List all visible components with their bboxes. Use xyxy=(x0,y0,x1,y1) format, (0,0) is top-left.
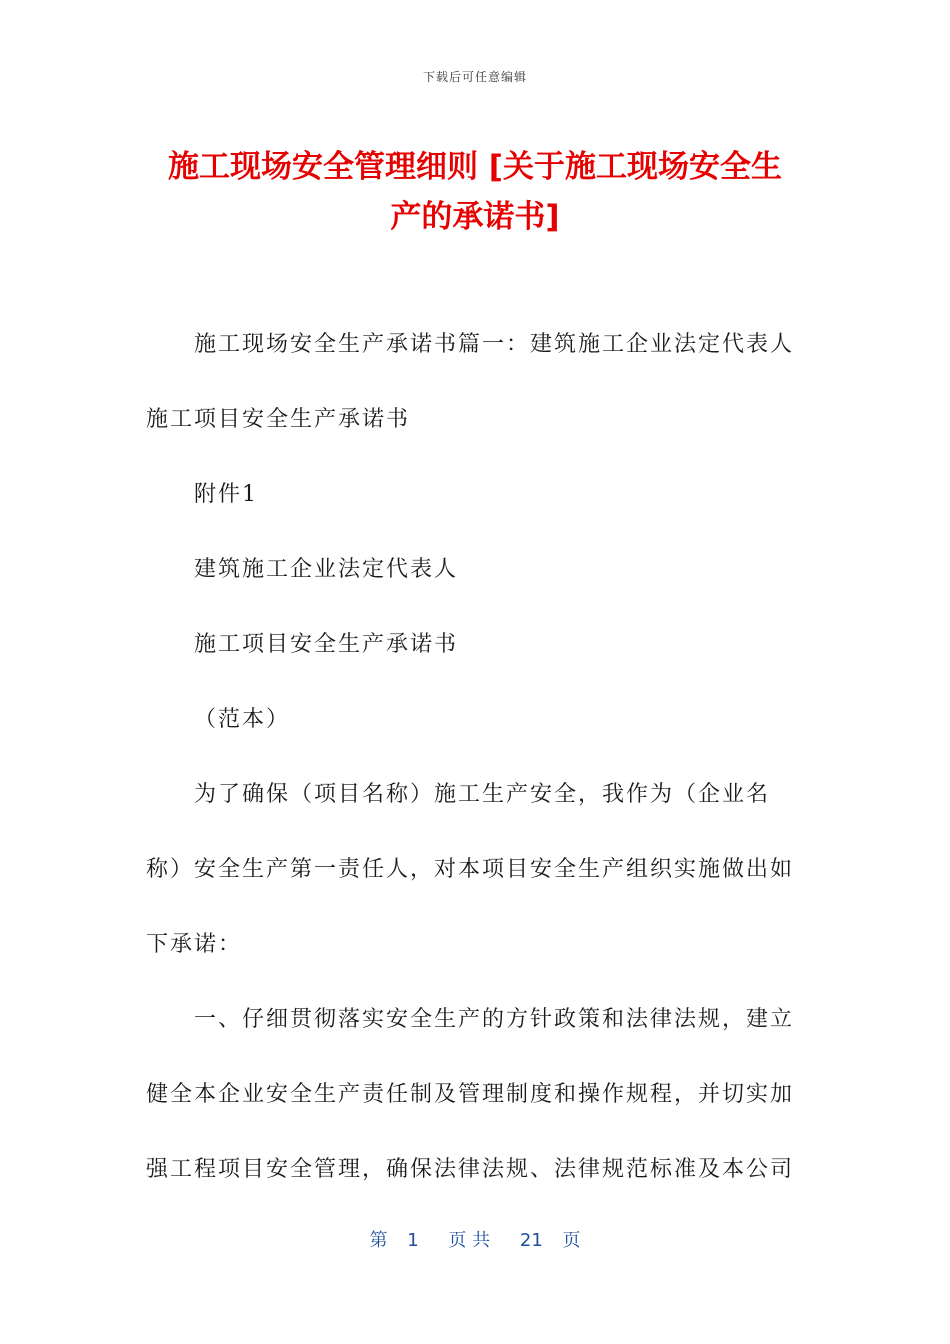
paragraph-line: （范本） xyxy=(194,707,291,732)
paragraph-line: 附件1 xyxy=(194,482,258,507)
document-body xyxy=(146,320,794,1220)
paragraph-line: 为了确保（项目名称）施工生产安全，我作为（企业名 xyxy=(194,782,771,807)
paragraph-line: 健全本企业安全生产责任制及管理制度和操作规程，并切实加 xyxy=(146,1082,795,1107)
header-note: 下载后可任意编辑 xyxy=(422,70,527,84)
paragraph-line: 下承诺： xyxy=(146,932,243,957)
paragraph-line: 建筑施工企业法定代表人 xyxy=(194,557,459,582)
title-line-2: 产的承诺书] xyxy=(390,199,560,235)
paragraph-line: 施工现场安全生产承诺书篇一：建筑施工企业法定代表人 xyxy=(194,332,795,357)
footer-page-prefix: 第 xyxy=(369,1230,388,1251)
footer-page-number: 1 xyxy=(407,1230,419,1251)
footer-page-suffix: 页 xyxy=(562,1230,581,1251)
paragraph-line: 施工项目安全生产承诺书 xyxy=(194,632,459,657)
document-title xyxy=(130,142,820,242)
paragraph-line: 一、仔细贯彻落实安全生产的方针政策和法律法规，建立 xyxy=(194,1007,795,1032)
paragraph-line: 强工程项目安全管理，确保法律法规、法律规范标准及本公司 xyxy=(146,1157,795,1182)
footer-total-pages: 21 xyxy=(519,1230,543,1251)
paragraph-line: 称）安全生产第一责任人，对本项目安全生产组织实施做出如 xyxy=(146,857,795,882)
footer-page-middle: 页 共 xyxy=(448,1230,491,1251)
title-line-1: 施工现场安全管理细则 [关于施工现场安全生 xyxy=(168,149,782,185)
page-footer xyxy=(0,1226,950,1252)
paragraph-line: 施工项目安全生产承诺书 xyxy=(146,407,411,432)
